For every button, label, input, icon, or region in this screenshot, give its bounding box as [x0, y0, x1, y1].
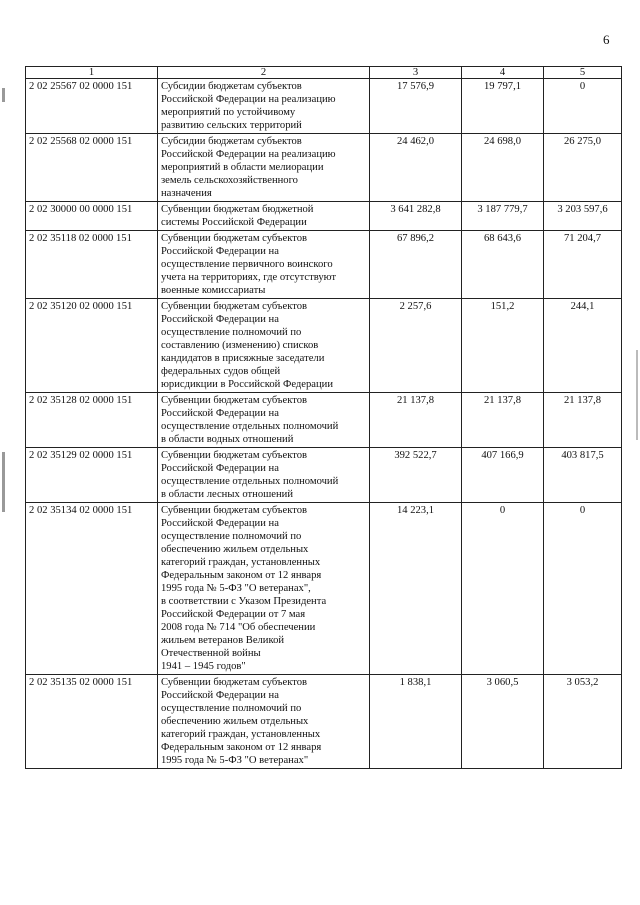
amount-col5: 403 817,5: [544, 448, 622, 503]
amount-col4: 3 060,5: [462, 675, 544, 769]
budget-code: 2 02 25568 02 0000 151: [26, 134, 158, 202]
table-row: [26, 202, 622, 231]
column-header: 5: [544, 67, 622, 79]
amount-col5: 244,1: [544, 299, 622, 393]
amount-col3: 67 896,2: [370, 231, 462, 299]
budget-description: Субвенции бюджетам субъектов Российской Федерации на осуществление полномочий по составлению (изменению) списков кандидатов в присяжные заседатели федеральных судов общей юрисдикции в Российской Федерации: [158, 299, 370, 393]
budget-description: Субсидии бюджетам субъектов Российской Федерации на реализацию мероприятий по устойчивому развитию сельских территорий: [158, 79, 370, 134]
amount-col4: 21 137,8: [462, 393, 544, 448]
budget-code: 2 02 35135 02 0000 151: [26, 675, 158, 769]
budget-code: 2 02 30000 00 0000 151: [26, 202, 158, 231]
budget-code: 2 02 35128 02 0000 151: [26, 393, 158, 448]
amount-col5: 0: [544, 79, 622, 134]
table-row: [26, 231, 622, 299]
table-row: [26, 675, 622, 769]
table-row: [26, 503, 622, 675]
amount-col5: 3 203 597,6: [544, 202, 622, 231]
page-number: 6: [603, 32, 610, 47]
amount-col3: 2 257,6: [370, 299, 462, 393]
budget-description: Субвенции бюджетам бюджетной системы Российской Федерации: [158, 202, 370, 231]
table-row: [26, 448, 622, 503]
table-row: [26, 79, 622, 134]
table-row: [26, 299, 622, 393]
amount-col5: 0: [544, 503, 622, 675]
amount-col4: 68 643,6: [462, 231, 544, 299]
budget-description: Субвенции бюджетам субъектов Российской Федерации на осуществление отдельных полномочий в области водных отношений: [158, 393, 370, 448]
column-header: 2: [158, 67, 370, 79]
amount-col3: 392 522,7: [370, 448, 462, 503]
column-header: 3: [370, 67, 462, 79]
amount-col4: 19 797,1: [462, 79, 544, 134]
amount-col3: 14 223,1: [370, 503, 462, 675]
amount-col3: 1 838,1: [370, 675, 462, 769]
amount-col5: 3 053,2: [544, 675, 622, 769]
amount-col3: 17 576,9: [370, 79, 462, 134]
amount-col3: 21 137,8: [370, 393, 462, 448]
scan-edge-mark: [2, 452, 5, 512]
amount-col3: 24 462,0: [370, 134, 462, 202]
amount-col5: 71 204,7: [544, 231, 622, 299]
amount-col5: 21 137,8: [544, 393, 622, 448]
column-header: 4: [462, 67, 544, 79]
amount-col3: 3 641 282,8: [370, 202, 462, 231]
table-row: [26, 393, 622, 448]
budget-description: Субвенции бюджетам субъектов Российской Федерации на осуществление полномочий по обеспечению жильем отдельных категорий граждан, установленных Федеральным законом от 12 января 1995 года № 5-ФЗ "О ветеранах": [158, 675, 370, 769]
scan-edge-mark: [636, 350, 638, 440]
table-row: [26, 134, 622, 202]
budget-table: [25, 66, 622, 769]
scan-edge-mark: [2, 88, 5, 102]
budget-code: 2 02 35134 02 0000 151: [26, 503, 158, 675]
budget-code: 2 02 35129 02 0000 151: [26, 448, 158, 503]
amount-col4: 3 187 779,7: [462, 202, 544, 231]
budget-code: 2 02 25567 02 0000 151: [26, 79, 158, 134]
budget-description: Субвенции бюджетам субъектов Российской Федерации на осуществление первичного воинского учета на территориях, где отсутствуют военные комиссариаты: [158, 231, 370, 299]
amount-col4: 24 698,0: [462, 134, 544, 202]
budget-code: 2 02 35118 02 0000 151: [26, 231, 158, 299]
amount-col4: 0: [462, 503, 544, 675]
amount-col5: 26 275,0: [544, 134, 622, 202]
budget-code: 2 02 35120 02 0000 151: [26, 299, 158, 393]
column-header: 1: [26, 67, 158, 79]
budget-description: Субсидии бюджетам субъектов Российской Федерации на реализацию мероприятий в области мелиорации земель сельскохозяйственного назначения: [158, 134, 370, 202]
budget-description: Субвенции бюджетам субъектов Российской Федерации на осуществление полномочий по обеспечению жильем отдельных категорий граждан, установленных Федеральным законом от 12 января 1995 года № 5-ФЗ "О ветеранах", в соответствии с Указом Президента Российской Федерации от 7 мая 2008 года № 714 "Об обеспечении жильем ветеранов Великой Отечественной войны 1941 – 1945 годов": [158, 503, 370, 675]
table-header-row: [26, 67, 622, 79]
amount-col4: 407 166,9: [462, 448, 544, 503]
budget-description: Субвенции бюджетам субъектов Российской Федерации на осуществление отдельных полномочий в области лесных отношений: [158, 448, 370, 503]
amount-col4: 151,2: [462, 299, 544, 393]
